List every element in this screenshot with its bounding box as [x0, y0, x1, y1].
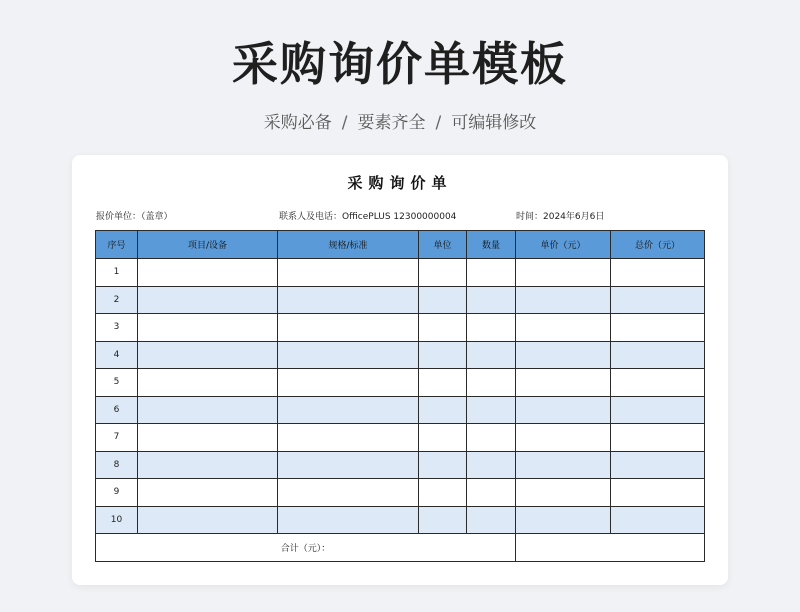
- item-cell[interactable]: [138, 314, 278, 342]
- quote-table: [95, 230, 705, 562]
- header-index: 序号: [96, 231, 138, 259]
- unit-cell[interactable]: [419, 451, 467, 479]
- unit-cell[interactable]: [419, 259, 467, 287]
- quantity-cell[interactable]: [467, 451, 516, 479]
- unit-price-cell[interactable]: [516, 341, 611, 369]
- total-price-cell[interactable]: [611, 314, 705, 342]
- total-label: 合计（元）：: [96, 534, 516, 562]
- row-index: 5: [96, 369, 138, 397]
- meta-time: 时间：2024年6月6日: [516, 212, 605, 222]
- item-cell[interactable]: [138, 479, 278, 507]
- spec-cell[interactable]: [278, 259, 419, 287]
- table-header-row: [96, 231, 705, 259]
- item-cell[interactable]: [138, 341, 278, 369]
- unit-price-cell[interactable]: [516, 396, 611, 424]
- spec-cell[interactable]: [278, 286, 419, 314]
- unit-price-cell[interactable]: [516, 369, 611, 397]
- spec-cell[interactable]: [278, 424, 419, 452]
- table-row: [96, 314, 705, 342]
- tag-separator: /: [341, 113, 348, 133]
- total-value-cell[interactable]: [516, 534, 705, 562]
- table-row: [96, 451, 705, 479]
- header-item: 项目/设备: [138, 231, 278, 259]
- table-row: [96, 424, 705, 452]
- table-row: [96, 259, 705, 287]
- table-row: [96, 479, 705, 507]
- row-index: 2: [96, 286, 138, 314]
- total-price-cell[interactable]: [611, 369, 705, 397]
- document-card: [72, 155, 728, 585]
- row-index: 3: [96, 314, 138, 342]
- spec-cell[interactable]: [278, 451, 419, 479]
- item-cell[interactable]: [138, 424, 278, 452]
- row-index: 6: [96, 396, 138, 424]
- spec-cell[interactable]: [278, 506, 419, 534]
- unit-cell[interactable]: [419, 369, 467, 397]
- spec-cell[interactable]: [278, 341, 419, 369]
- unit-price-cell[interactable]: [516, 479, 611, 507]
- tag-separator: /: [435, 113, 442, 133]
- table-row: [96, 396, 705, 424]
- total-price-cell[interactable]: [611, 479, 705, 507]
- quantity-cell[interactable]: [467, 396, 516, 424]
- unit-cell[interactable]: [419, 479, 467, 507]
- total-price-cell[interactable]: [611, 451, 705, 479]
- total-price-cell[interactable]: [611, 286, 705, 314]
- spec-cell[interactable]: [278, 479, 419, 507]
- quantity-cell[interactable]: [467, 369, 516, 397]
- document-meta: [72, 209, 728, 225]
- header-total-price: 总价（元）: [611, 231, 705, 259]
- total-price-cell[interactable]: [611, 424, 705, 452]
- document-title: 采购询价单: [347, 174, 453, 192]
- item-cell[interactable]: [138, 506, 278, 534]
- unit-cell[interactable]: [419, 286, 467, 314]
- row-index: 7: [96, 424, 138, 452]
- row-index: 10: [96, 506, 138, 534]
- meta-quote-unit: 报价单位：（盖章）: [96, 212, 173, 222]
- total-price-cell[interactable]: [611, 506, 705, 534]
- unit-cell[interactable]: [419, 506, 467, 534]
- unit-price-cell[interactable]: [516, 259, 611, 287]
- quantity-cell[interactable]: [467, 341, 516, 369]
- header-quantity: 数量: [467, 231, 516, 259]
- header-unit-price: 单价（元）: [516, 231, 611, 259]
- header-spec: 规格/标准: [278, 231, 419, 259]
- quantity-cell[interactable]: [467, 479, 516, 507]
- hero-tag: 可编辑修改: [451, 113, 537, 133]
- spec-cell[interactable]: [278, 314, 419, 342]
- unit-price-cell[interactable]: [516, 286, 611, 314]
- hero-tag: 采购必备: [263, 113, 332, 133]
- quantity-cell[interactable]: [467, 506, 516, 534]
- quantity-cell[interactable]: [467, 259, 516, 287]
- meta-contact: 联系人及电话：OfficePLUS 12300000004: [279, 212, 457, 222]
- row-index: 1: [96, 259, 138, 287]
- unit-cell[interactable]: [419, 396, 467, 424]
- unit-cell[interactable]: [419, 314, 467, 342]
- hero-tag: 要素齐全: [357, 113, 426, 133]
- spec-cell[interactable]: [278, 369, 419, 397]
- total-price-cell[interactable]: [611, 341, 705, 369]
- total-row: [96, 534, 705, 562]
- unit-cell[interactable]: [419, 341, 467, 369]
- item-cell[interactable]: [138, 286, 278, 314]
- quantity-cell[interactable]: [467, 314, 516, 342]
- unit-price-cell[interactable]: [516, 424, 611, 452]
- item-cell[interactable]: [138, 259, 278, 287]
- unit-cell[interactable]: [419, 424, 467, 452]
- item-cell[interactable]: [138, 396, 278, 424]
- unit-price-cell[interactable]: [516, 451, 611, 479]
- hero-subtitle: [0, 110, 800, 136]
- quantity-cell[interactable]: [467, 286, 516, 314]
- row-index: 9: [96, 479, 138, 507]
- table-row: [96, 286, 705, 314]
- item-cell[interactable]: [138, 451, 278, 479]
- item-cell[interactable]: [138, 369, 278, 397]
- row-index: 4: [96, 341, 138, 369]
- total-price-cell[interactable]: [611, 259, 705, 287]
- row-index: 8: [96, 451, 138, 479]
- hero-title: 采购询价单模板: [232, 37, 568, 91]
- table-row: [96, 341, 705, 369]
- unit-price-cell[interactable]: [516, 506, 611, 534]
- quantity-cell[interactable]: [467, 424, 516, 452]
- unit-price-cell[interactable]: [516, 314, 611, 342]
- total-price-cell[interactable]: [611, 396, 705, 424]
- table-row: [96, 506, 705, 534]
- spec-cell[interactable]: [278, 396, 419, 424]
- table-row: [96, 369, 705, 397]
- header-unit: 单位: [419, 231, 467, 259]
